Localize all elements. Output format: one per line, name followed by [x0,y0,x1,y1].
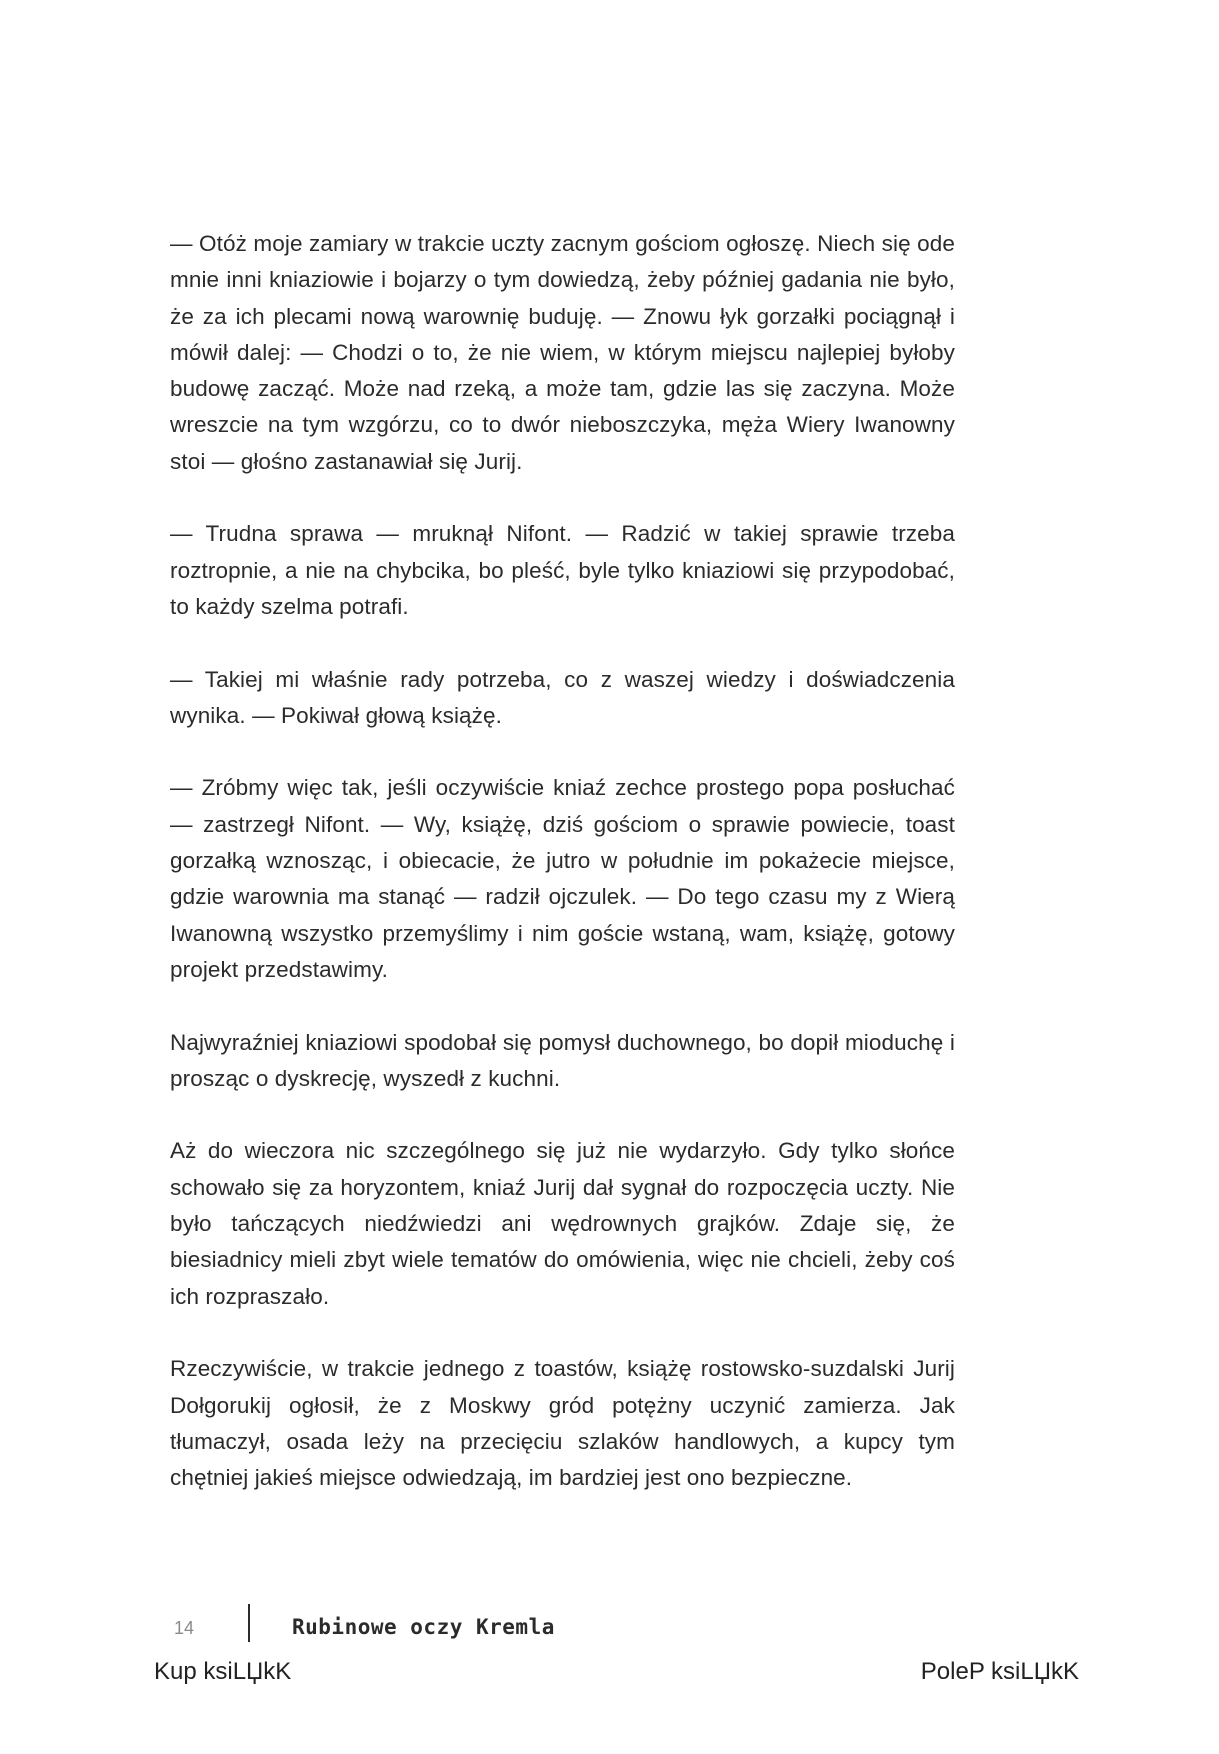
paragraph-5: Najwyraźniej kniaziowi spodobał się pomysł duchownego, bo dopił mioduchę i prosząc o dyskrecję, wyszedł z kuchni. [170,1029,955,1091]
paragraph-2: — Trudna sprawa — mruknął Nifont. — Radzić w takiej sprawie trzeba roztropnie, a nie na chybcika, bo pleść, byle tylko kniaziowi się przypodobać, to każdy szelma potrafi. [170,521,955,619]
book-title: Rubinowe oczy Kremla [292,1615,555,1639]
paragraph-6: Aż do wieczora nic szczególnego się już nie wydarzyło. Gdy tylko słońce schowało się za horyzontem, kniaź Jurij dał sygnał do rozpoczęcia uczty. Nie było tańczących niedźwiedzi ani wędrownych grajków. Zdaje się, że biesiadnicy mieli zbyt wiele tematów do omówienia, więc nie chcieli, żeby coś ich rozpraszało. [170,1138,955,1309]
paragraph-3: — Takiej mi właśnie rady potrzeba, co z waszej wiedzy i doświadczenia wynika. — Pokiwał głową książę. [170,666,955,728]
footer-divider [248,1604,250,1642]
paragraph-4: — Zróbmy więc tak, jeśli oczywiście kniaź zechce prostego popa posłuchać — zastrzegł Nifont. — Wy, książę, dziś gościom o sprawie powiecie, toast gorzałką wznosząc, i obiecacie, że jutro w południe im pokażecie miejsce, gdzie warownia ma stanąć — radził ojczulek. — Do tego czasu my z Wierą Iwanowną wszystko przemyślimy i nim goście wstaną, wam, książę, gotowy projekt przedstawimy. [170,775,955,982]
paragraph-7: Rzeczywiście, w trakcie jednego z toastów, książę rostowsko-suzdalski Jurij Dołgorukij ogłosił, że z Moskwy gród potężny uczynić zamierza. Jak tłumaczył, osada leży na przecięciu szlaków handlowych, a kupcy tym chętniej jakieś miejsce odwiedzają, im bardziej jest ono bezpieczne. [170,1356,955,1491]
recommend-book-link[interactable]: PoleP ksiLЏkK [920,1658,1079,1685]
page-number: 14 [174,1618,195,1638]
page-body [170,226,955,1533]
buy-book-link[interactable]: Kup ksiLЏkK [154,1658,292,1685]
page-footer [170,1604,1090,1644]
paragraph-1: — Otóż moje zamiary w trakcie uczty zacnym gościom ogłoszę. Niech się ode mnie inni kniaziowie i bojarzy o tym dowiedzą, żeby później gadania nie było, że za ich plecami nową warownię buduję. — Znowu łyk gorzałki pociągnął i mówił dalej: — Chodzi o to, że nie wiem, w którym miejscu najlepiej byłoby budowę zacząć. Może nad rzeką, a może tam, gdzie las się zaczyna. Może wreszcie na tym wzgórzu, co to dwór nieboszczyka, męża Wiery Iwanowny stoi — głośno zastanawiał się Jurij. [170,231,955,474]
